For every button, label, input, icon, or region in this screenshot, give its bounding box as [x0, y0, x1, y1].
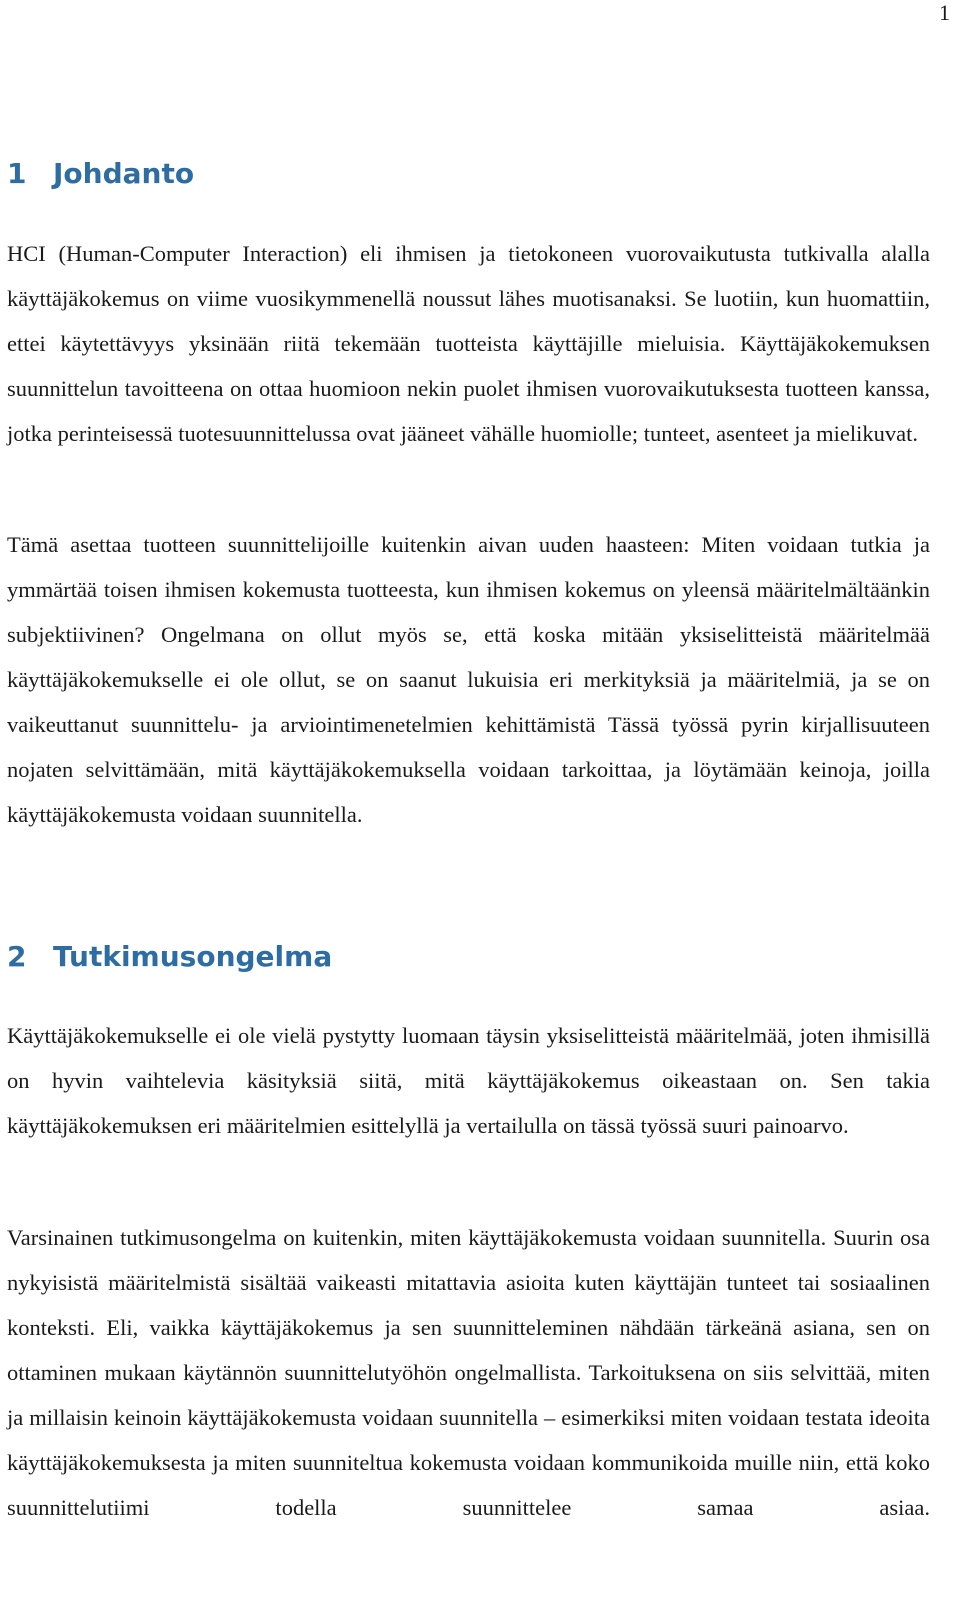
paragraph: Varsinainen tutkimusongelma on kuitenkin, miten käyttäjäkokemusta voidaan suunnitella. Suurin osa nykyisistä määritelmistä sisältää vaikeasti mitattavia asioita kuten käyttäjän tunteet tai sosiaalinen konteksti. Eli, vaikka käyttäjäkokemus ja sen suunnitteleminen nähdään tärkeänä asiana, sen on ottaminen mukaan käytännön suunnittelutyöhön ongelmallista. Tarkoituksena on siis selvittää, miten ja millaisin keinoin käyttäjäkokemusta voidaan suunnitella – esimerkiksi miten voidaan testata ideoita käyttäjäkokemuksesta ja miten suunniteltua kokemusta voidaan kommunikoida muille niin, että koko suunnittelutiimi todella suunnittelee samaa asiaa. [7, 1225, 930, 1520]
paragraph: HCI (Human-Computer Interaction) eli ihmisen ja tietokoneen vuorovaikutusta tutkivalla alalla käyttäjäkokemus on viime vuosikymmenellä noussut lähes muotisanaksi. Se luotiin, kun huomattiin, ettei käytettävyys yksinään riitä tekemään tuotteista käyttäjille mieluisia. Käyttäjäkokemuksen suunnittelun tavoitteena on ottaa huomioon nekin puolet ihmisen vuorovaikutuksesta tuotteen kanssa, jotka perinteisessä tuotesuunnittelussa ovat jääneet vähälle huomiolle; tunteet, asenteet ja mielikuvat. [7, 241, 930, 446]
section-heading-johdanto [7, 156, 194, 192]
section-number: 2 [7, 940, 27, 973]
section-title: Johdanto [53, 157, 195, 190]
section-heading-tutkimusongelma [7, 939, 332, 975]
paragraph: Käyttäjäkokemukselle ei ole vielä pystytty luomaan täysin yksiselitteistä määritelmää, joten ihmisillä on hyvin vaihtelevia käsityksiä siitä, mitä käyttäjäkokemus oikeastaan on. Sen takia käyttäjäkokemuksen eri määritelmien esittelyllä ja vertailulla on tässä työssä suuri painoarvo. [7, 1023, 930, 1138]
section-number: 1 [7, 157, 27, 190]
section-title: Tutkimusongelma [53, 940, 333, 973]
paragraph: Tämä asettaa tuotteen suunnittelijoille kuitenkin aivan uuden haasteen: Miten voidaan tutkia ja ymmärtää toisen ihmisen kokemusta tuotteesta, kun ihmisen kokemus on yleensä määritelmältäänkin subjektiivinen? Ongelmana on ollut myös se, että koska mitään yksiselitteistä määritelmää käyttäjäkokemukselle ei ole ollut, se on saanut lukuisia eri merkityksiä ja määritelmiä, ja se on vaikeuttanut suunnittelu- ja arviointimenetelmien kehittämistä Tässä työssä pyrin kirjallisuuteen nojaten selvittämään, mitä käyttäjäkokemuksella voidaan tarkoittaa, ja löytämään keinoja, joilla käyttäjäkokemusta voidaan suunnitella. [7, 532, 930, 827]
page-number: 1 [939, 0, 950, 25]
